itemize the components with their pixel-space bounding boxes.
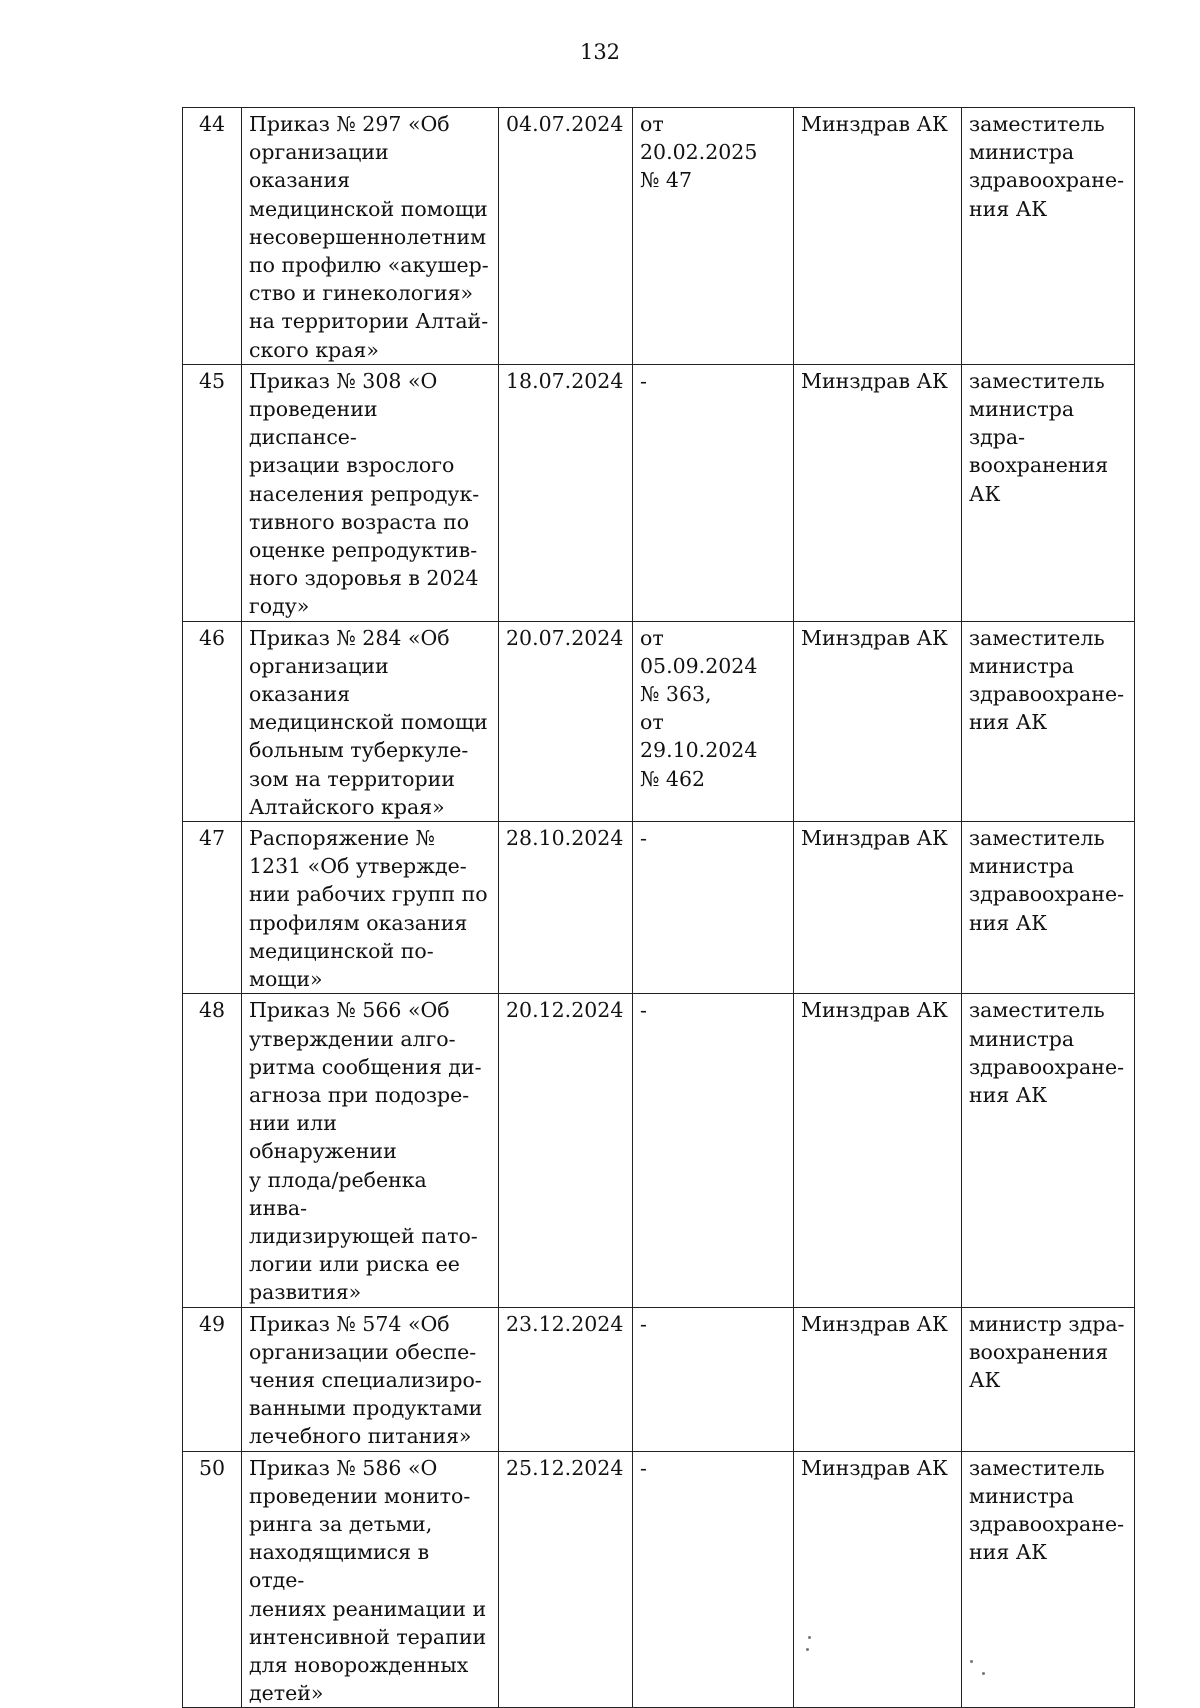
document-responsible: заместитель министра здравоохране- ния АК xyxy=(962,822,1135,994)
document-organization: Минздрав АК xyxy=(794,994,962,1307)
document-date: 20.07.2024 xyxy=(499,621,633,821)
document-amendments: - xyxy=(633,994,794,1307)
documents-table xyxy=(182,107,1135,1708)
document-date: 28.10.2024 xyxy=(499,822,633,994)
scan-speck xyxy=(970,1660,973,1663)
document-date: 18.07.2024 xyxy=(499,364,633,621)
document-organization: Минздрав АК xyxy=(794,108,962,365)
table-row xyxy=(183,364,1135,621)
document-date: 20.12.2024 xyxy=(499,994,633,1307)
document-title: Приказ № 566 «Об утверждении алго- ритма сообщения ди- агноза при подозре- нии или обнаружении у плода/ребенка инва- лидизирующей пато- логии или риска ее развития» xyxy=(242,994,499,1307)
document-amendments: - xyxy=(633,364,794,621)
row-number: 47 xyxy=(183,822,242,994)
document-amendments: - xyxy=(633,1307,794,1451)
row-number: 46 xyxy=(183,621,242,821)
document-responsible: заместитель министра здравоохране- ния АК xyxy=(962,994,1135,1307)
document-organization: Минздрав АК xyxy=(794,621,962,821)
scan-speck xyxy=(806,1648,809,1651)
document-organization: Минздрав АК xyxy=(794,822,962,994)
document-responsible: министр здра- воохранения АК xyxy=(962,1307,1135,1451)
document-title: Приказ № 284 «Об организации оказания медицинской помощи больным туберкуле- зом на территории Алтайского края» xyxy=(242,621,499,821)
document-title: Приказ № 586 «О проведении монито- ринга за детьми, находящимися в отде- лениях реанимации и интенсивной терапии для новорожденных детей» xyxy=(242,1451,499,1708)
table-row xyxy=(183,1307,1135,1451)
row-number: 44 xyxy=(183,108,242,365)
document-title: Приказ № 308 «О проведении диспансе- ризации взрослого населения репродук- тивного возраста по оценке репродуктив- ного здоровья в 2024 году» xyxy=(242,364,499,621)
table-row xyxy=(183,822,1135,994)
document-organization: Минздрав АК xyxy=(794,1451,962,1708)
document-responsible: заместитель министра здравоохране- ния АК xyxy=(962,621,1135,821)
document-amendments: - xyxy=(633,1451,794,1708)
table-row xyxy=(183,994,1135,1307)
document-organization: Минздрав АК xyxy=(794,1307,962,1451)
document-responsible: заместитель министра здравоохране- ния АК xyxy=(962,108,1135,365)
table-row xyxy=(183,1451,1135,1708)
document-amendments: от 20.02.2025 № 47 xyxy=(633,108,794,365)
row-number: 50 xyxy=(183,1451,242,1708)
document-organization: Минздрав АК xyxy=(794,364,962,621)
row-number: 49 xyxy=(183,1307,242,1451)
document-responsible: заместитель министра здра- воохранения АК xyxy=(962,364,1135,621)
document-date: 25.12.2024 xyxy=(499,1451,633,1708)
scan-speck xyxy=(982,1672,985,1675)
document-responsible: заместитель министра здравоохране- ния АК xyxy=(962,1451,1135,1708)
document-title: Распоряжение № 1231 «Об утвержде- нии рабочих групп по профилям оказания медицинской по- мощи» xyxy=(242,822,499,994)
table-row xyxy=(183,621,1135,821)
scan-speck xyxy=(808,1636,811,1639)
document-title: Приказ № 297 «Об организации оказания медицинской помощи несовершеннолетним по профилю «акушер- ство и гинекология» на территории Алтай- ского края» xyxy=(242,108,499,365)
document-date: 04.07.2024 xyxy=(499,108,633,365)
row-number: 45 xyxy=(183,364,242,621)
document-amendments: от 05.09.2024 № 363, от 29.10.2024 № 462 xyxy=(633,621,794,821)
row-number: 48 xyxy=(183,994,242,1307)
table-row xyxy=(183,108,1135,365)
document-title: Приказ № 574 «Об организации обеспе- чения специализиро- ванными продуктами лечебного питания» xyxy=(242,1307,499,1451)
document-amendments: - xyxy=(633,822,794,994)
page-number: 132 xyxy=(579,40,621,64)
document-date: 23.12.2024 xyxy=(499,1307,633,1451)
